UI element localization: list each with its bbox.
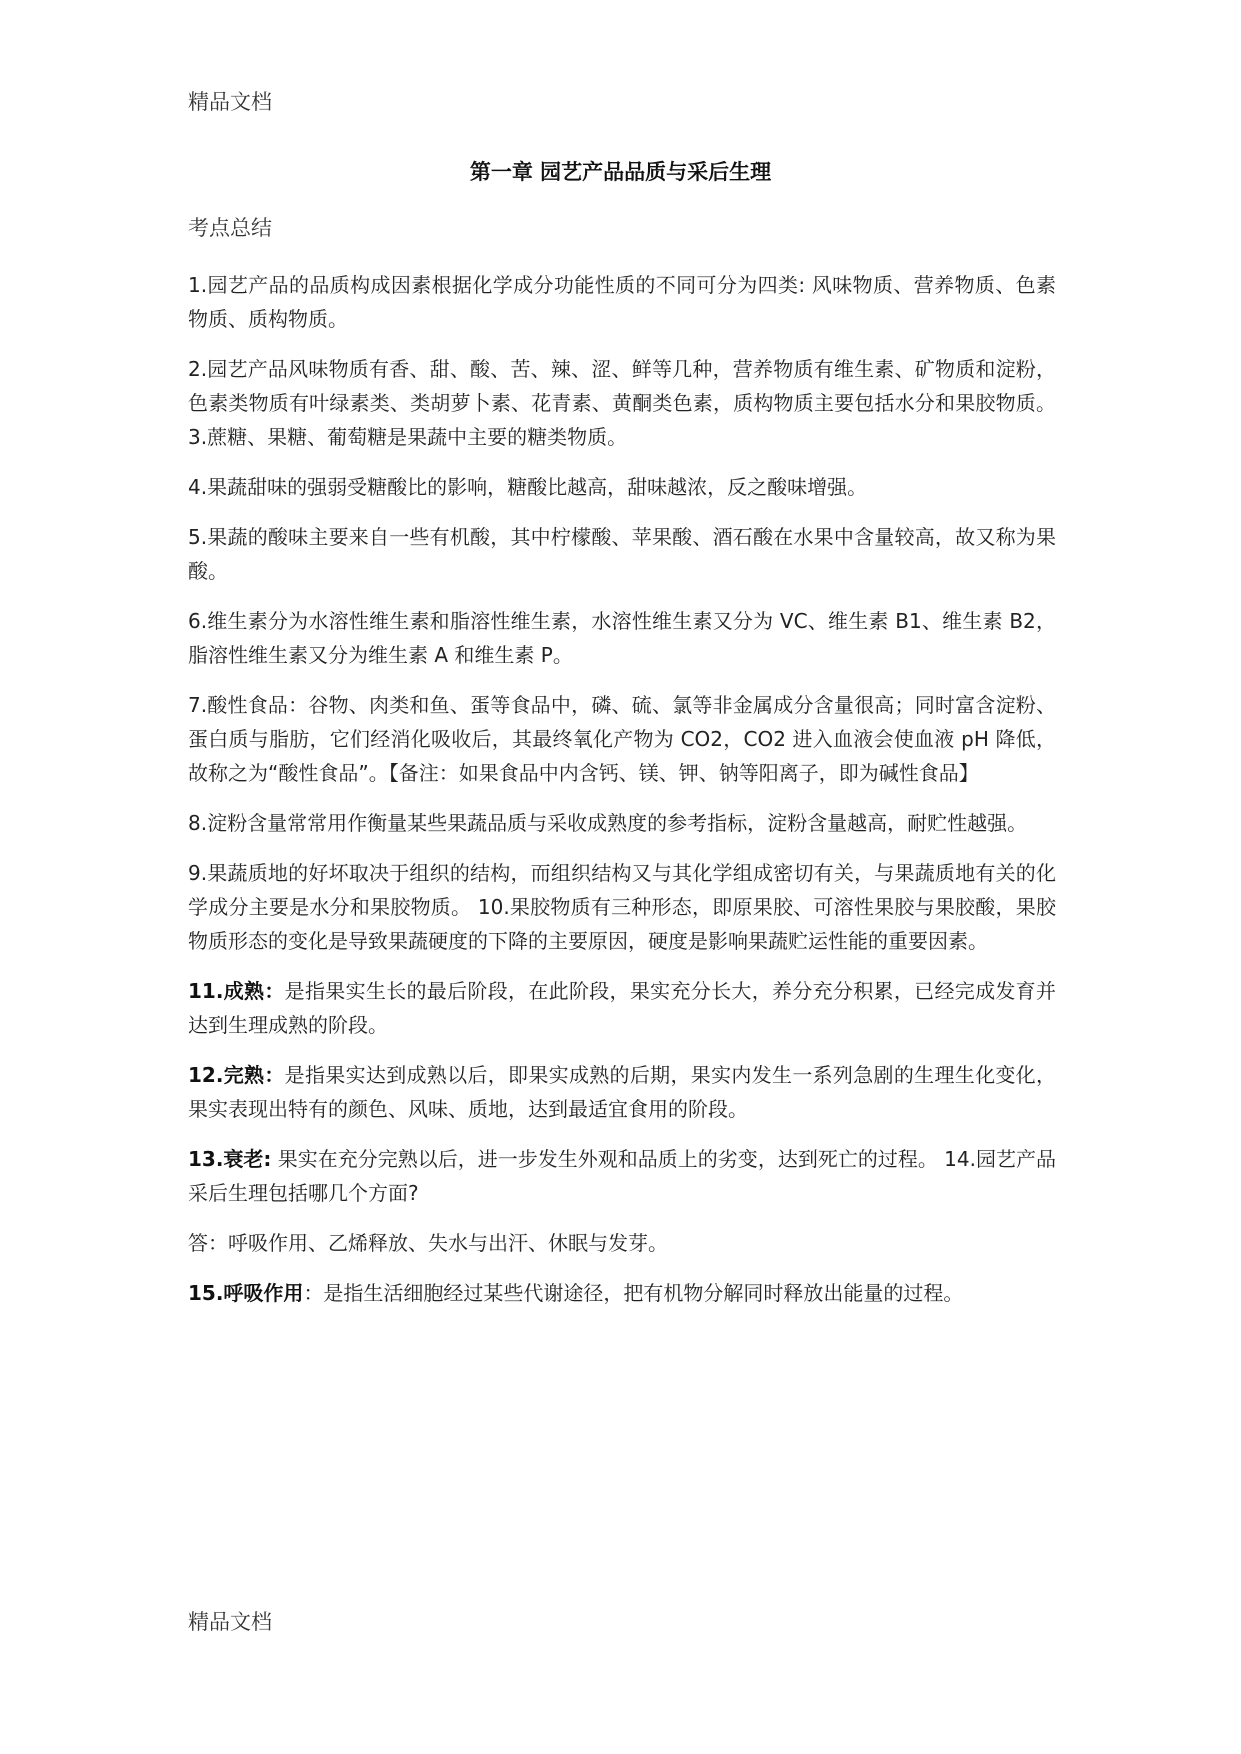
paragraph-6: 7.酸性食品：谷物、肉类和鱼、蛋等食品中，磷、硫、氯等非金属成分含量很高；同时富含淀粉、蛋白质与脂肪，它们经消化吸收后，其最终氧化产物为 CO2，CO2 进入血液会使血液 pH 降低，故称之为“酸性食品”。【备注：如果食品中内含钙、镁、钾、钠等阳离子，即为碱性食品】 — [188, 693, 1056, 785]
paragraph-11 — [188, 1142, 1056, 1210]
definition-wanshu: 是指果实达到成熟以后，即果实成熟的后期，果实内发生一系列急剧的生理生化变化，果实表现出特有的颜色、风味、质地，达到最适宜食用的阶段。 — [188, 1063, 1056, 1121]
term-shuailao: 13.衰老: — [188, 1147, 272, 1171]
term-chengshu: 11.成熟： — [188, 979, 285, 1003]
term-huxi-zuoyong: 15.呼吸作用 — [188, 1281, 304, 1305]
definition-chengshu: 是指果实生长的最后阶段，在此阶段，果实充分长大，养分充分积累，已经完成发育并达到生理成熟的阶段。 — [188, 979, 1056, 1037]
chapter-title: 第一章 园艺产品品质与采后生理 — [469, 160, 772, 184]
document-body — [188, 268, 1056, 1326]
paragraph-1: 1.园艺产品的品质构成因素根据化学成分功能性质的不同可分为四类: 风味物质、营养物质、色素物质、质构物质。 — [188, 273, 1056, 331]
term-wanshu: 12.完熟： — [188, 1063, 285, 1087]
paragraph-3: 4.果蔬甜味的强弱受糖酸比的影响，糖酸比越高，甜味越浓，反之酸味增强。 — [188, 475, 868, 499]
header-watermark-text: 精品文档 — [188, 90, 272, 114]
paragraph-12: 答：呼吸作用、乙烯释放、失水与出汗、休眠与发芽。 — [188, 1231, 668, 1255]
paragraph-10 — [188, 1058, 1056, 1126]
section-subtitle: 考点总结 — [188, 216, 272, 240]
paragraph-13 — [188, 1276, 1056, 1310]
paragraph-7: 8.淀粉含量常常用作衡量某些果蔬品质与采收成熟度的参考指标，淀粉含量越高，耐贮性越强。 — [188, 811, 1028, 835]
paragraph-9 — [188, 974, 1056, 1042]
footer-watermark-text: 精品文档 — [188, 1610, 272, 1634]
definition-shuailao: 果实在充分完熟以后，进一步发生外观和品质上的劣变，达到死亡的过程。 14.园艺产品采后生理包括哪几个方面? — [188, 1147, 1056, 1205]
paragraph-8: 9.果蔬质地的好坏取决于组织的结构，而组织结构又与其化学组成密切有关，与果蔬质地有关的化学成分主要是水分和果胶物质。 10.果胶物质有三种形态，即原果胶、可溶性果胶与果胶酸，果胶物质形态的变化是导致果蔬硬度的下降的主要原因，硬度是影响果蔬贮运性能的重要因素。 — [188, 861, 1056, 953]
paragraph-5: 6.维生素分为水溶性维生素和脂溶性维生素，水溶性维生素又分为 VC、维生素 B1、维生素 B2，脂溶性维生素又分为维生素 A 和维生素 P。 — [188, 609, 1056, 667]
definition-huxi-zuoyong: ：是指生活细胞经过某些代谢途径，把有机物分解同时释放出能量的过程。 — [303, 1281, 964, 1305]
paragraph-4: 5.果蔬的酸味主要来自一些有机酸，其中柠檬酸、苹果酸、酒石酸在水果中含量较高，故又称为果酸。 — [188, 525, 1056, 583]
paragraph-2: 2.园艺产品风味物质有香、甜、酸、苦、辣、涩、鲜等几种，营养物质有维生素、矿物质和淀粉，色素类物质有叶绿素类、类胡萝卜素、花青素、黄酮类色素，质构物质主要包括水分和果胶物质。 3.蔗糖、果糖、葡萄糖是果蔬中主要的糖类物质。 — [188, 357, 1056, 449]
